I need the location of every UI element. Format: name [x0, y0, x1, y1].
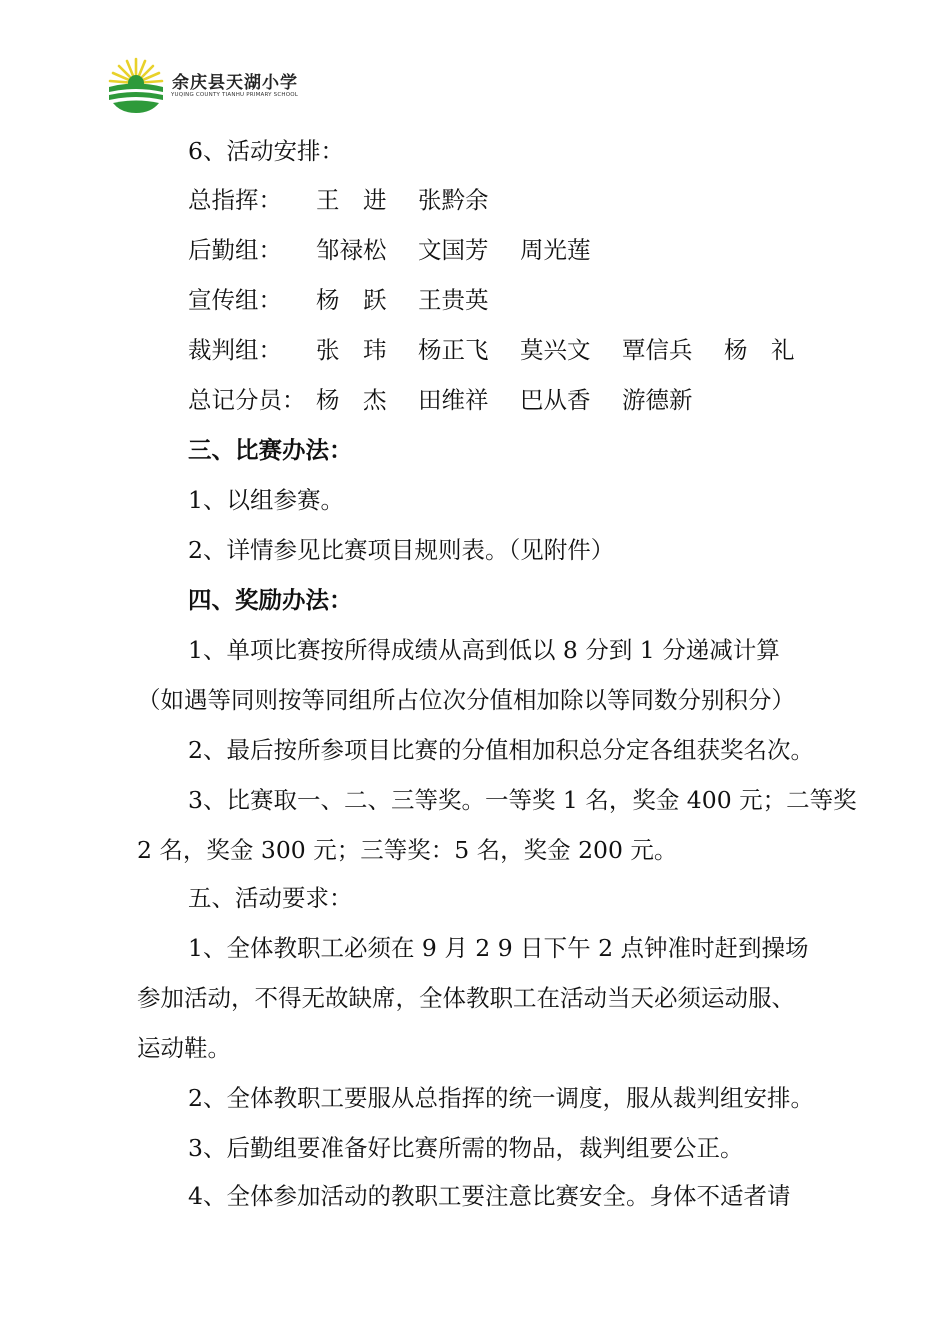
school-name: 余庆县天湖小学: [172, 73, 298, 93]
section-6-title: 6、活动安排：: [188, 137, 344, 165]
staff-name: 覃信兵: [622, 336, 693, 364]
section-5-title: 五、活动要求：: [188, 884, 353, 912]
section-4-item-1-line-2: （如遇等同则按等同组所占位次分值相加除以等同数分别积分）: [137, 686, 795, 714]
staff-label: 裁判组：: [188, 336, 282, 364]
staff-name: 王贵英: [418, 286, 489, 314]
staff-name: 杨正飞: [418, 336, 489, 364]
staff-name: 张 玮: [316, 336, 387, 364]
section-3-item-1: 1、以组参赛。: [188, 486, 344, 514]
section-5-item-2: 2、全体教职工要服从总指挥的统一调度，服从裁判组安排。: [188, 1084, 814, 1112]
staff-name: 张黔余: [418, 186, 489, 214]
staff-name: 邹禄松: [316, 236, 387, 264]
section-5-item-4-line-1: 4、全体参加活动的教职工要注意比赛安全。身体不适者请: [188, 1182, 791, 1210]
staff-label: 总记分员：: [188, 386, 306, 414]
section-3-title: 三、比赛办法：: [188, 436, 353, 464]
section-5-item-1-line-1: 1、全体教职工必须在 9 月 2 9 日下午 2 点钟准时赶到操场: [188, 934, 809, 962]
section-3-item-2: 2、详情参见比赛项目规则表。（见附件）: [188, 536, 615, 564]
section-4-title: 四、奖励办法：: [188, 586, 353, 614]
staff-name: 巴从香: [520, 386, 591, 414]
staff-name: 王 进: [316, 186, 387, 214]
staff-name: 杨 跃: [316, 286, 387, 314]
staff-name: 田维祥: [418, 386, 489, 414]
section-4-item-1-line-1: 1、单项比赛按所得成绩从高到低以 8 分到 1 分递减计算: [188, 636, 780, 664]
section-5-item-3: 3、后勤组要准备好比赛所需的物品，裁判组要公正。: [188, 1134, 744, 1162]
section-4-item-2: 2、最后按所参项目比赛的分值相加积总分定各组获奖名次。: [188, 736, 814, 764]
staff-name: 周光莲: [520, 236, 591, 264]
section-4-item-3-line-1: 3、比赛取一、二、三等奖。一等奖 1 名，奖金 400 元；二等奖: [188, 786, 857, 814]
staff-name: 文国芳: [418, 236, 489, 264]
staff-label: 后勤组：: [188, 236, 282, 264]
staff-label: 总指挥：: [188, 186, 282, 214]
staff-name: 莫兴文: [520, 336, 591, 364]
school-name-english: YUQING COUNTY TIANHU PRIMARY SCHOOL: [171, 92, 299, 98]
staff-name: 杨 杰: [316, 386, 387, 414]
school-header: [107, 56, 347, 116]
sun-lake-logo-icon: [107, 56, 165, 116]
staff-name: 杨 礼: [724, 336, 795, 364]
staff-label: 宣传组：: [188, 286, 282, 314]
section-5-item-1-line-3: 运动鞋。: [137, 1034, 231, 1062]
section-4-item-3-line-2: 2 名，奖金 300 元；三等奖：5 名，奖金 200 元。: [137, 836, 678, 864]
section-5-item-1-line-2: 参加活动，不得无故缺席，全体教职工在活动当天必须运动服、: [137, 984, 795, 1012]
staff-name: 游德新: [622, 386, 693, 414]
